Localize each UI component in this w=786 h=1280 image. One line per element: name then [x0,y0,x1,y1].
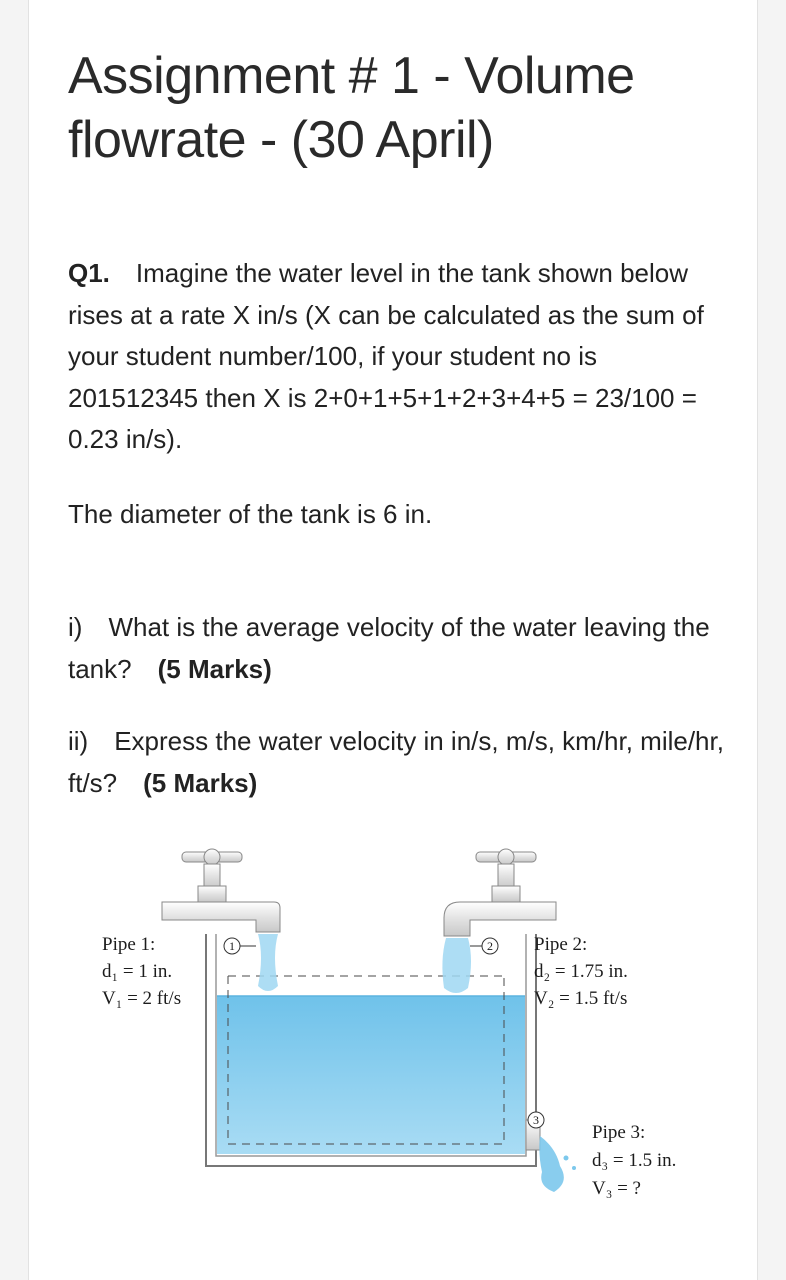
question-ii-label: ii) [68,726,89,756]
pipe-1-name: Pipe 1: [102,934,156,955]
svg-text:2: 2 [487,939,493,953]
tank-water [217,996,525,1154]
question-i-paragraph [68,607,728,690]
svg-text:3: 3 [533,1113,539,1127]
tank-diagram [90,836,710,1206]
svg-text:1: 1 [229,939,235,953]
tank [206,934,536,1166]
pipe-3-diameter: d₃ = 1.5 in. [592,1150,677,1171]
question-i-text: What is the average velocity of the water leaving the tank? [68,612,710,684]
pipe-3-name: Pipe 3: [592,1122,646,1143]
pipe-1-diameter: d₁ = 1 in. [102,961,173,982]
station-marker-1 [224,938,256,954]
pipe-2-velocity: V₂ = 1.5 ft/s [534,988,628,1009]
station-marker-3 [528,1112,544,1128]
faucet-1 [162,849,280,991]
tank-diameter-text: The diameter of the tank is 6 in. [68,499,433,529]
question-ii-text: Express the water velocity in in/s, m/s, km/hr, mile/hr, ft/s? [68,726,724,798]
question-1-text: Imagine the water level in the tank shown below rises at a rate X in/s (X can be calculated as the sum of your student number/100, if your student no is 201512345 then X is 2+0+1+5+1+2+3+4+5 = 23/100 = 0.23 in/s). [68,258,704,454]
question-ii-marks: (5 Marks) [143,767,258,798]
question-1-label: Q1. [68,258,110,288]
question-1-paragraph [68,253,728,461]
question-i-marks: (5 Marks) [157,653,272,684]
pipe-2-name: Pipe 2: [534,934,588,955]
question-i-label: i) [68,612,83,642]
pipe-2-diameter: d₂ = 1.75 in. [534,961,628,982]
station-marker-2 [470,938,498,954]
pipe-3-velocity: V₃ = ? [592,1178,641,1199]
question-ii-paragraph [68,721,728,804]
outlet-pipe-3 [526,1120,576,1192]
page-title: Assignment # 1 - Volume flowrate - (30 April) [68,47,635,169]
pipe-1-velocity: V₁ = 2 ft/s [102,988,182,1009]
